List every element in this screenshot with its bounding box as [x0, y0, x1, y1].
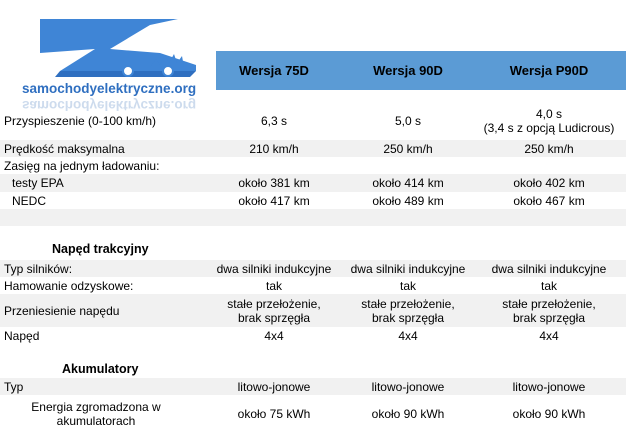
- value-p90d-main: 4,0 s: [535, 106, 562, 121]
- value-line-2: brak sprzęgła: [512, 310, 586, 325]
- section-battery: [0, 360, 626, 378]
- value-75d: litowo-jonowe: [237, 379, 311, 394]
- value-p90d: około 402 km: [513, 176, 585, 190]
- value-90d: 250 km/h: [383, 141, 433, 156]
- value-90d: około 90 kWh: [371, 406, 445, 421]
- site-logo[interactable]: [0, 5, 216, 110]
- value-75d: około 75 kWh: [237, 406, 311, 421]
- section-drive: [0, 240, 626, 258]
- value-p90d: 250 km/h: [524, 141, 574, 156]
- value-line-2: brak sprzęgła: [371, 310, 445, 325]
- value-p90d: około 90 kWh: [512, 406, 586, 421]
- header-version-75d: Wersja 75D: [239, 62, 309, 78]
- row-acceleration: [0, 103, 626, 138]
- row-max-speed: [0, 140, 626, 157]
- value-75d: dwa silniki indukcyjne: [216, 261, 332, 276]
- value-90d: 4x4: [398, 328, 418, 343]
- value-75d: tak: [265, 278, 282, 293]
- value-75d: około 381 km: [238, 176, 310, 190]
- label-energy: [16, 396, 176, 431]
- section-drive-title: Napęd trakcyjny: [52, 242, 149, 256]
- row-epa: [0, 174, 626, 192]
- header-version-p90d: Wersja P90D: [509, 62, 589, 78]
- value-line-2: brak sprzęgła: [237, 310, 311, 325]
- value-90d: dwa silniki indukcyjne: [350, 261, 466, 276]
- row-regen: [0, 277, 626, 294]
- value-90d: [342, 294, 474, 327]
- label-max-speed: Prędkość maksymalna: [4, 141, 125, 156]
- row-transmission: [0, 294, 626, 327]
- logo-text: samochodyelektryczne.org: [22, 81, 197, 96]
- value-p90d: [472, 294, 626, 327]
- value-90d: około 489 km: [372, 193, 444, 208]
- label-epa: testy EPA: [12, 176, 64, 190]
- label-battery-type: Typ: [4, 379, 24, 394]
- row-motor-type: [0, 260, 626, 277]
- row-range: [0, 157, 626, 174]
- label-motor-type: Typ silników:: [4, 261, 73, 276]
- value-p90d: 4x4: [539, 328, 559, 343]
- label-nedc: NEDC: [12, 193, 47, 208]
- row-drive-type: [0, 327, 626, 344]
- value-p90d: [472, 103, 626, 138]
- value-75d: 6,3 s: [260, 113, 287, 128]
- value-90d: litowo-jonowe: [371, 379, 445, 394]
- label-acceleration: Przyspieszenie (0-100 km/h): [4, 113, 157, 128]
- row-energy: [0, 396, 626, 431]
- value-75d: około 417 km: [238, 193, 310, 208]
- label-range: Zasięg na jednym ładowaniu:: [4, 158, 160, 173]
- label-regen: Hamowanie odzyskowe:: [4, 278, 134, 293]
- row-nedc: [0, 192, 626, 209]
- value-p90d: około 467 km: [513, 193, 585, 208]
- label-energy-line-1: Energia zgromadzona w: [31, 399, 161, 414]
- header-version-90d: Wersja 90D: [373, 62, 443, 78]
- row-battery-type: [0, 378, 626, 395]
- label-energy-line-2: akumulatorach: [56, 413, 136, 428]
- value-line-1: stałe przełożenie,: [361, 296, 455, 311]
- value-90d: tak: [399, 278, 416, 293]
- logo-reflection: samochodyelektryczne.org: [22, 98, 197, 113]
- value-90d: około 414 km: [372, 176, 444, 190]
- value-line-1: stałe przełożenie,: [227, 296, 321, 311]
- value-line-1: stałe przełożenie,: [502, 296, 596, 311]
- spacer-row: [0, 209, 626, 226]
- label-drive-type: Napęd: [4, 328, 40, 343]
- value-p90d-note: (3,4 s z opcją Ludicrous): [483, 120, 615, 135]
- section-battery-title: Akumulatory: [62, 362, 139, 376]
- value-75d: 4x4: [264, 328, 284, 343]
- value-p90d: tak: [540, 278, 557, 293]
- label-transmission: Przeniesienie napędu: [4, 303, 120, 318]
- value-p90d: dwa silniki indukcyjne: [491, 261, 607, 276]
- value-75d: 210 km/h: [249, 141, 299, 156]
- value-75d: [190, 294, 358, 327]
- value-90d: 5,0 s: [394, 113, 421, 128]
- value-p90d: litowo-jonowe: [512, 379, 586, 394]
